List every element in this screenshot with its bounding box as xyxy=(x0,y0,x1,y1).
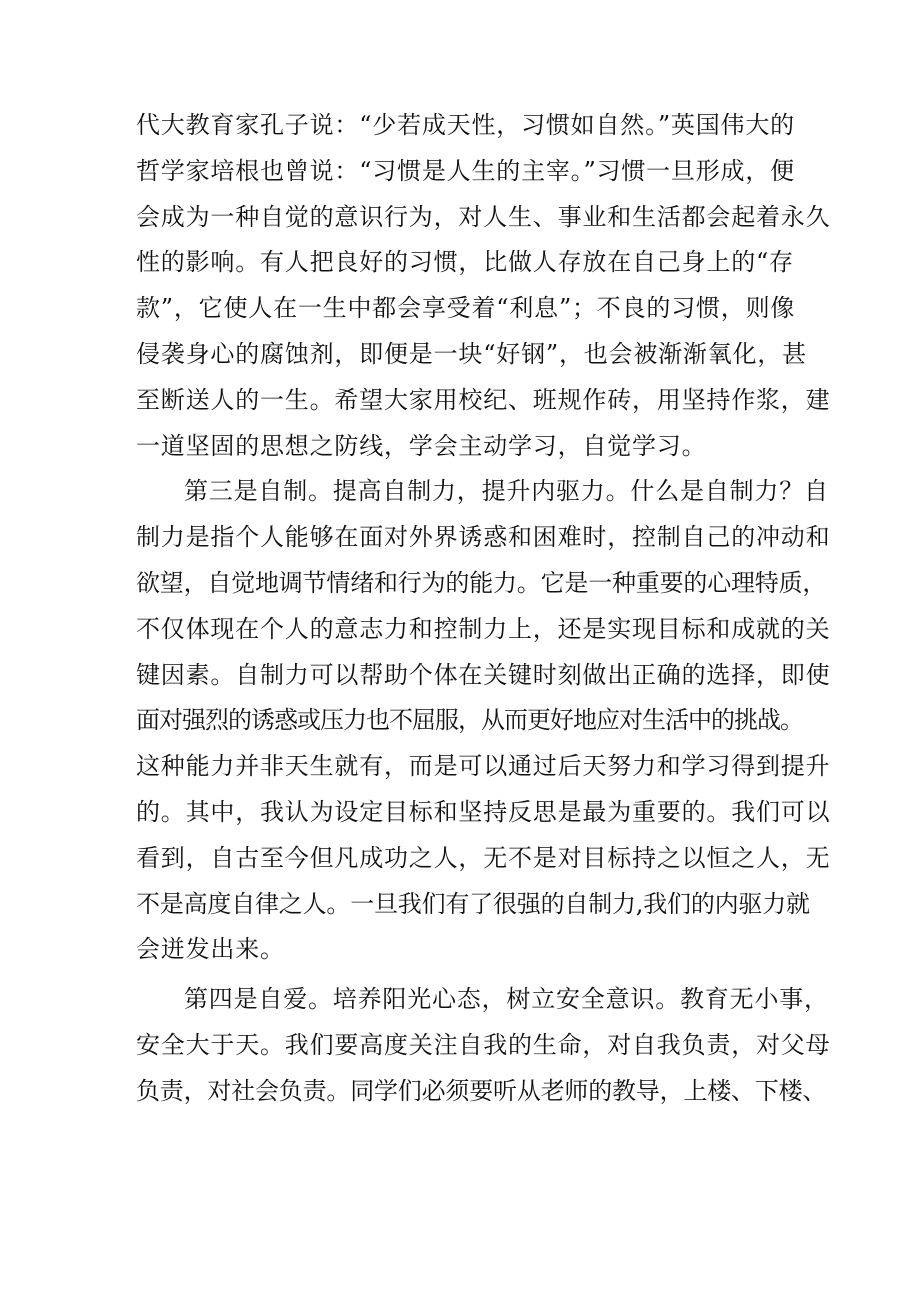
text-line: 不是高度自律之人。一旦我们有了很强的自制力,我们的内驱力就 xyxy=(136,889,810,918)
paragraph-start-line: 第三是自制。提高自制力，提升内驱力。什么是自制力？自 xyxy=(184,477,829,506)
text-line: 会成为一种自觉的意识行为，对人生、事业和生活都会起着永久 xyxy=(136,202,831,231)
text-line: 一道坚固的思想之防线，学会主动学习，自觉学习。 xyxy=(136,431,707,460)
text-line: 制力是指个人能够在面对外界诱惑和困难时，控制自己的冲动和 xyxy=(136,523,831,552)
document-body xyxy=(136,103,831,1115)
text-line: 看到，自古至今但凡成功之人，无不是对目标持之以恒之人，无 xyxy=(136,843,831,872)
paragraph-start-line: 第四是自爱。培养阳光心态，树立安全意识。教育无小事， xyxy=(184,985,829,1014)
text-line: 款”，它使人在一生中都会享受着“利息”；不良的习惯，则像 xyxy=(136,294,796,323)
text-line: 的。其中，我认为设定目标和坚持反思是最为重要的。我们可以 xyxy=(136,797,831,826)
text-line: 欲望，自觉地调节情绪和行为的能力。它是一种重要的心理特质， xyxy=(136,568,827,597)
text-line: 性的影响。有人把良好的习惯，比做人存放在自己身上的“存 xyxy=(136,248,794,277)
text-line: 面对强烈的诱惑或压力也不屈服，从而更好地应对生活中的挑战。 xyxy=(136,706,803,735)
text-line: 至断送人的一生。希望大家用校纪、班规作砖，用坚持作浆，建 xyxy=(136,385,831,414)
text-line: 不仅体现在个人的意志力和控制力上，还是实现目标和成就的关 xyxy=(136,614,831,643)
text-line: 键因素。自制力可以帮助个体在关键时刻做出正确的选择，即使 xyxy=(136,660,831,689)
text-line: 代大教育家孔子说：“少若成天性，习惯如自然。”英国伟大的 xyxy=(136,111,795,139)
text-line: 哲学家培根也曾说：“习惯是人生的主宰。”习惯一旦形成，便 xyxy=(136,156,795,185)
text-line: 侵袭身心的腐蚀剂，即便是一块“好钢”，也会被渐渐氧化，甚 xyxy=(136,339,807,368)
text-line: 会迸发出来。 xyxy=(136,935,285,964)
text-line: 安全大于天。我们要高度关注自我的生命，对自我负责，对父母 xyxy=(136,1030,831,1059)
text-line: 这种能力并非天生就有，而是可以通过后天努力和学习得到提升 xyxy=(136,752,831,781)
text-line: 负责，对社会负责。同学们必须要听从老师的教导，上楼、下楼、 xyxy=(136,1076,827,1105)
